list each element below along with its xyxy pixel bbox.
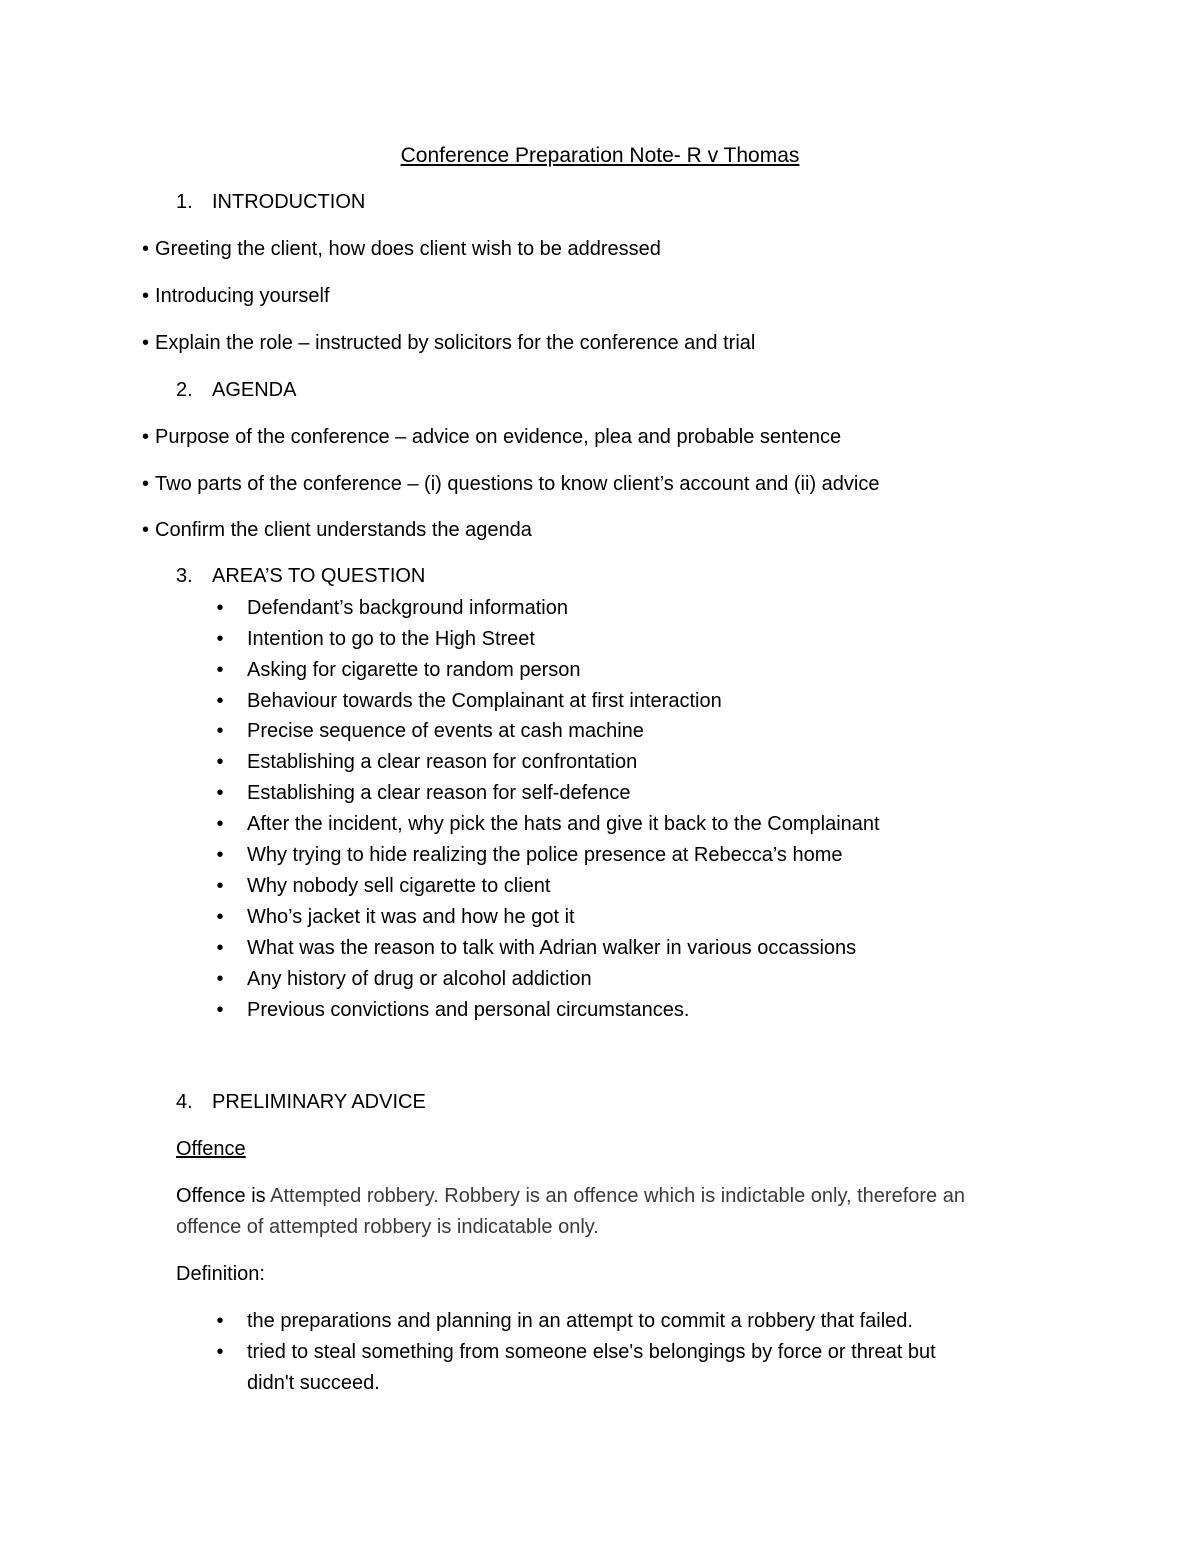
list-item xyxy=(216,965,592,993)
list-item-text: What was the reason to talk with Adrian walker in various occassions xyxy=(247,937,857,959)
section-heading-areas-to-question xyxy=(176,562,425,590)
bullet-icon: • xyxy=(216,968,224,990)
list-item xyxy=(216,810,880,838)
list-item xyxy=(216,594,568,622)
bullet-icon: • xyxy=(216,1310,224,1332)
list-item-text: Explain the role – instructed by solicitors for the conference and trial xyxy=(155,332,756,354)
list-item-text: Who’s jacket it was and how he got it xyxy=(247,906,575,928)
list-item xyxy=(216,1338,936,1366)
list-item-text: Establishing a clear reason for self-defence xyxy=(247,782,631,804)
document-title: Conference Preparation Note- R v Thomas xyxy=(400,144,800,167)
list-item-text: Defendant’s background information xyxy=(247,597,568,619)
list-item xyxy=(142,282,330,310)
list-item xyxy=(216,903,575,931)
offence-paragraph-line xyxy=(176,1181,965,1212)
list-item xyxy=(142,235,661,263)
offence-paragraph-line: offence of attempted robbery is indicatable only. xyxy=(176,1216,599,1238)
list-item-continuation: didn't succeed. xyxy=(247,1372,380,1394)
section-title: INTRODUCTION xyxy=(212,191,366,213)
section-heading-preliminary-advice xyxy=(176,1088,426,1116)
bullet-icon: • xyxy=(216,1341,224,1363)
list-item-text: Behaviour towards the Complainant at first interaction xyxy=(247,690,722,712)
offence-lead: Offence is xyxy=(176,1185,271,1207)
bullet-icon: • xyxy=(216,999,224,1021)
list-item xyxy=(142,516,532,544)
section-number: 2. xyxy=(176,379,193,401)
list-item-text: Confirm the client understands the agenda xyxy=(155,519,532,541)
list-item xyxy=(216,872,551,900)
list-item-text: tried to steal something from someone else's belongings by force or threat but xyxy=(247,1341,936,1363)
bullet-dot-icon: • xyxy=(142,285,150,307)
list-item xyxy=(142,329,755,357)
list-item-text: After the incident, why pick the hats and give it back to the Complainant xyxy=(247,813,880,835)
bullet-icon: • xyxy=(216,906,224,928)
bullet-icon: • xyxy=(216,813,224,835)
section-heading-agenda xyxy=(176,376,296,404)
list-item-text: Precise sequence of events at cash machine xyxy=(247,720,644,742)
list-item-text: Intention to go to the High Street xyxy=(247,628,535,650)
bullet-icon: • xyxy=(216,628,224,650)
list-item-text: Why nobody sell cigarette to client xyxy=(247,875,551,897)
offence-text: Attempted robbery. Robbery is an offence which is indictable only, therefore an xyxy=(270,1185,965,1207)
list-item xyxy=(216,656,581,684)
offence-subheading: Offence xyxy=(176,1138,246,1160)
list-item-text: Asking for cigarette to random person xyxy=(247,659,581,681)
list-item xyxy=(216,1307,913,1335)
bullet-dot-icon: • xyxy=(142,238,150,260)
list-item xyxy=(216,779,631,807)
list-item xyxy=(142,470,879,498)
list-item xyxy=(216,625,535,653)
bullet-dot-icon: • xyxy=(142,519,150,541)
bullet-icon: • xyxy=(216,937,224,959)
section-number: 3. xyxy=(176,565,193,587)
list-item xyxy=(142,423,841,451)
list-item-text: Purpose of the conference – advice on evidence, plea and probable sentence xyxy=(155,426,842,448)
bullet-dot-icon: • xyxy=(142,332,150,354)
list-item xyxy=(216,841,843,869)
section-title: AGENDA xyxy=(212,379,297,401)
section-title: AREA’S TO QUESTION xyxy=(212,565,426,587)
list-item-text: Greeting the client, how does client wish to be addressed xyxy=(155,238,661,260)
bullet-icon: • xyxy=(216,720,224,742)
list-item-text: Previous convictions and personal circumstances. xyxy=(247,999,690,1021)
list-item xyxy=(216,717,644,745)
list-item-text: Any history of drug or alcohol addiction xyxy=(247,968,592,990)
bullet-icon: • xyxy=(216,659,224,681)
list-item xyxy=(216,748,638,776)
list-item-text: Introducing yourself xyxy=(155,285,330,307)
list-item-text: the preparations and planning in an attempt to commit a robbery that failed. xyxy=(247,1310,913,1332)
bullet-icon: • xyxy=(216,690,224,712)
list-item xyxy=(216,934,857,962)
bullet-icon: • xyxy=(216,875,224,897)
bullet-dot-icon: • xyxy=(142,473,150,495)
section-title: PRELIMINARY ADVICE xyxy=(212,1091,426,1113)
bullet-icon: • xyxy=(216,597,224,619)
section-number: 4. xyxy=(176,1091,193,1113)
definition-label: Definition: xyxy=(176,1263,265,1285)
section-heading-introduction xyxy=(176,188,365,216)
bullet-dot-icon: • xyxy=(142,426,150,448)
list-item xyxy=(216,996,690,1024)
list-item-text: Establishing a clear reason for confrontation xyxy=(247,751,638,773)
bullet-icon: • xyxy=(216,751,224,773)
list-item-text: Two parts of the conference – (i) questions to know client’s account and (ii) advice xyxy=(155,473,880,495)
list-item xyxy=(216,687,722,715)
section-number: 1. xyxy=(176,191,193,213)
bullet-icon: • xyxy=(216,782,224,804)
list-item-text: Why trying to hide realizing the police presence at Rebecca’s home xyxy=(247,844,843,866)
bullet-icon: • xyxy=(216,844,224,866)
